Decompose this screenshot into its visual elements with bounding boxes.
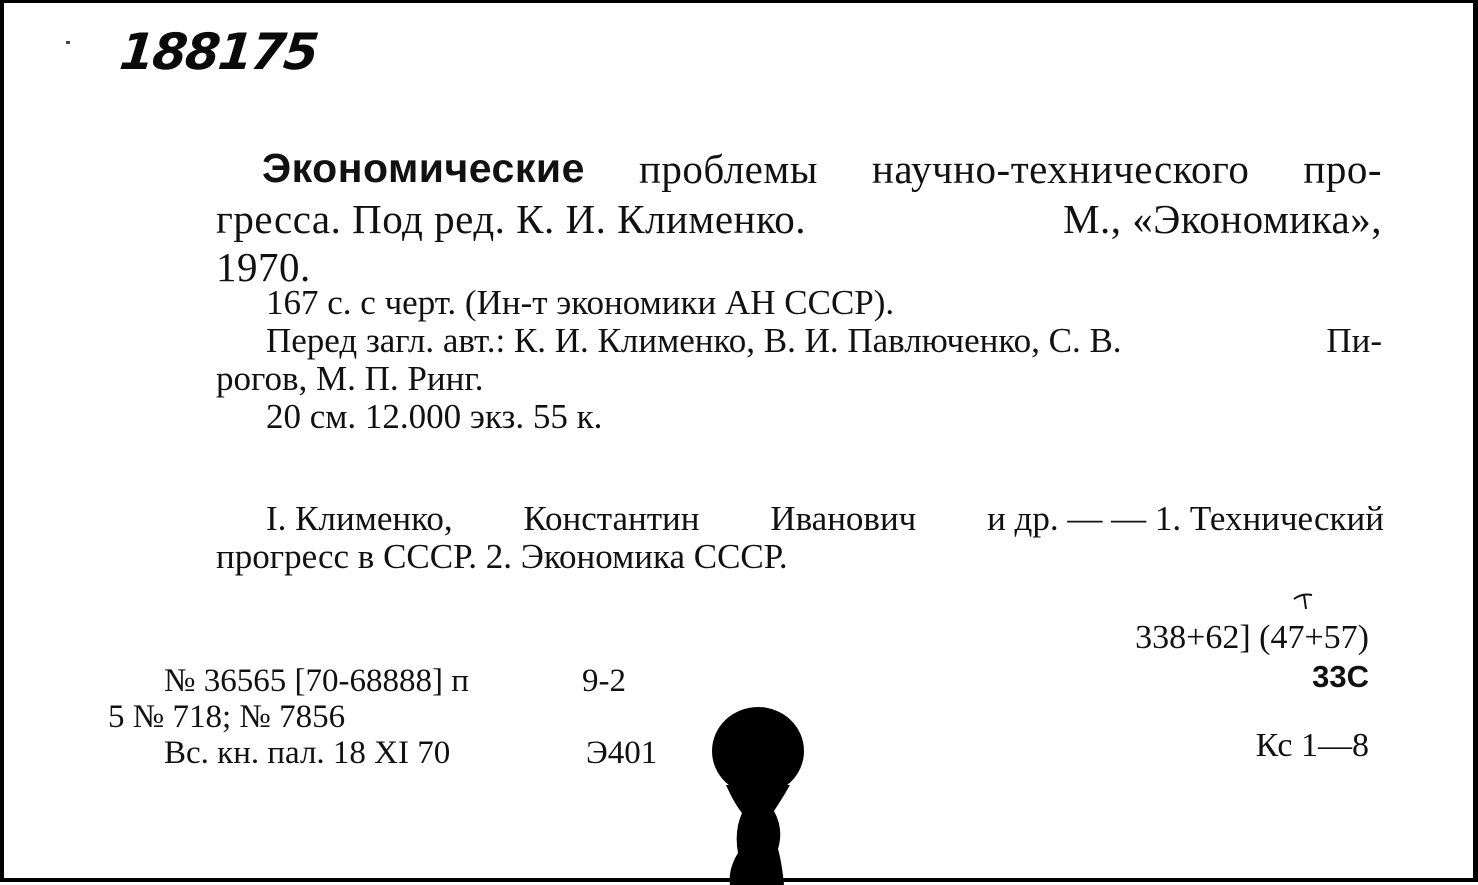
editor-line: гресса. Под ред. К. И. Клименко. bbox=[216, 196, 807, 242]
handwritten-tick-mark bbox=[1292, 591, 1318, 611]
subject-headings bbox=[266, 499, 1384, 539]
authors-continuation: рогов, М. П. Ринг. bbox=[216, 359, 484, 398]
subject-part: I. Клименко, bbox=[266, 499, 453, 538]
subject-part: Иванович bbox=[770, 499, 917, 538]
inventory-number: 188175 bbox=[116, 23, 320, 81]
title-first-word: Экономические bbox=[262, 145, 585, 191]
class-code: 33С bbox=[1312, 659, 1369, 694]
record-code: 9-2 bbox=[582, 663, 626, 699]
ink-speck bbox=[66, 41, 70, 44]
authors-text: Перед загл. авт.: К. И. Клименко, В. И. Павлюченко, С. В. bbox=[266, 321, 1122, 360]
subject-continuation: прогресс в СССР. 2. Экономика СССР. bbox=[216, 537, 788, 576]
pagination-note: 167 с. с черт. (Ин-т экономики АН СССР). bbox=[266, 283, 895, 322]
title-word: проблемы bbox=[638, 146, 818, 192]
title-line bbox=[262, 145, 1382, 193]
punch-hole-blot bbox=[704, 703, 814, 885]
title-word: научно-технического bbox=[871, 146, 1250, 192]
subject-part: и др. — — 1. Технический bbox=[987, 499, 1384, 538]
authors-note bbox=[266, 321, 1382, 361]
kc-code: Кс 1—8 bbox=[1255, 727, 1369, 764]
title-continuation bbox=[216, 195, 1382, 243]
chamber-code: Э401 bbox=[586, 735, 658, 771]
classification-index: 338+62] (47+57) bbox=[1135, 619, 1369, 656]
format-note: 20 см. 12.000 экз. 55 к. bbox=[266, 397, 603, 436]
record-number: № 36565 [70-68888] п bbox=[164, 663, 469, 699]
book-chamber-date: Вс. кн. пал. 18 XI 70 bbox=[164, 735, 451, 771]
title-word: про- bbox=[1303, 146, 1382, 192]
authors-hyphen: Пи- bbox=[1326, 321, 1382, 360]
publisher: М., «Экономика», bbox=[1063, 196, 1382, 242]
publication-year: 1970. bbox=[216, 244, 311, 290]
subject-part: Константин bbox=[523, 499, 700, 538]
record-references: 5 № 718; № 7856 bbox=[108, 699, 346, 735]
